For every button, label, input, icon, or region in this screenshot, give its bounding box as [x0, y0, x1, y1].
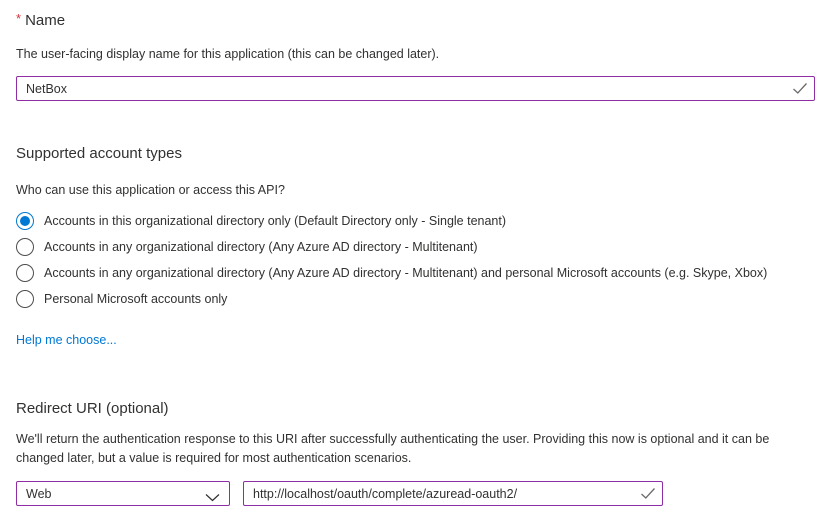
- account-types-question: Who can use this application or access this API?: [16, 183, 285, 197]
- radio-button-icon[interactable]: [16, 212, 34, 230]
- radio-option-label: Accounts in any organizational directory (Any Azure AD directory - Multitenant): [44, 240, 478, 254]
- chevron-down-icon: [205, 491, 220, 505]
- redirect-uri-input-container: [243, 481, 663, 506]
- radio-button-icon[interactable]: [16, 264, 34, 282]
- radio-option-label: Accounts in any organizational directory (Any Azure AD directory - Multitenant) and personal Microsoft accounts (e.g. Skype, Xbox): [44, 266, 768, 280]
- required-asterisk: *: [16, 11, 22, 26]
- radio-option-label: Accounts in this organizational directory only (Default Directory only - Single tenant): [44, 214, 507, 228]
- name-input-container: [16, 76, 815, 101]
- platform-selected-value: Web: [26, 486, 52, 501]
- redirect-uri-title: Redirect URI (optional): [16, 400, 169, 417]
- radio-option-single-tenant[interactable]: [16, 208, 815, 234]
- platform-select[interactable]: [16, 481, 230, 506]
- redirect-uri-input[interactable]: [243, 481, 663, 506]
- radio-button-icon[interactable]: [16, 290, 34, 308]
- name-input[interactable]: [16, 76, 815, 101]
- redirect-uri-controls: [16, 481, 815, 506]
- name-title-text: Name: [25, 12, 66, 29]
- radio-option-multitenant[interactable]: [16, 234, 815, 260]
- radio-option-label: Personal Microsoft accounts only: [44, 292, 228, 306]
- name-description: The user-facing display name for this application (this can be changed later).: [16, 47, 440, 61]
- radio-option-multitenant-personal[interactable]: [16, 260, 815, 286]
- radio-option-personal-only[interactable]: [16, 286, 815, 312]
- radio-button-icon[interactable]: [16, 238, 34, 256]
- name-section-title: [16, 11, 815, 31]
- help-me-choose-link[interactable]: Help me choose...: [16, 333, 117, 347]
- account-types-title: Supported account types: [16, 145, 182, 162]
- redirect-uri-description: We'll return the authentication response to this URI after successfully authenticating the user. Providing this now is optional and it can be changed later, but a value is required for most authentication scenarios.: [16, 432, 770, 465]
- account-types-radio-group: [16, 208, 815, 312]
